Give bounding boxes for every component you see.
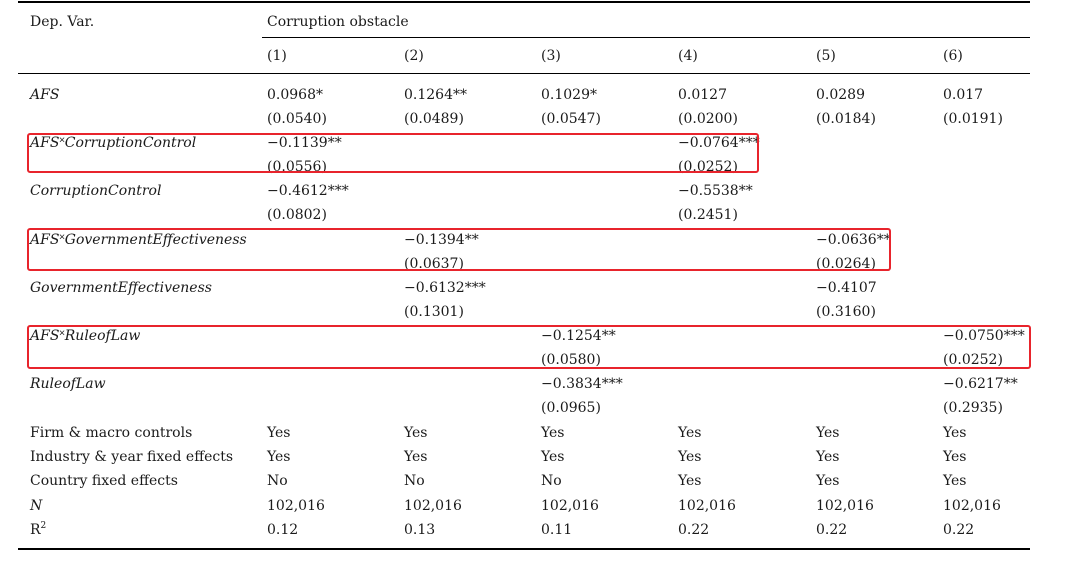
- std-error-cell: (0.3160): [816, 304, 876, 320]
- row-label: RuleofLaw: [30, 376, 106, 392]
- control-value-cell: Yes: [404, 449, 428, 465]
- std-error-cell: (0.0200): [678, 111, 738, 127]
- control-label: [30, 521, 46, 539]
- control-value-cell: Yes: [678, 473, 702, 489]
- control-value-cell: Yes: [816, 425, 840, 441]
- control-value-cell: 102,016: [541, 498, 599, 514]
- control-value-cell: Yes: [816, 449, 840, 465]
- control-value-cell: Yes: [678, 425, 702, 441]
- column-header-2: (2): [404, 48, 424, 64]
- highlight-box-rule-of-law: [27, 325, 1031, 369]
- control-value-cell: 0.22: [943, 522, 975, 538]
- control-value-cell: 0.13: [404, 522, 436, 538]
- row-label: AFS˟CorruptionControl: [30, 135, 197, 151]
- control-value-cell: Yes: [541, 449, 565, 465]
- control-value-cell: Yes: [943, 425, 967, 441]
- control-label: N: [30, 498, 43, 514]
- control-value-cell: No: [541, 473, 562, 489]
- coefficient-cell: −0.1254**: [541, 328, 616, 344]
- column-header-3: (3): [541, 48, 561, 64]
- row-label: GovernmentEffectiveness: [30, 280, 212, 296]
- header-subrule: [262, 37, 1030, 38]
- control-label: Firm & macro controls: [30, 425, 193, 441]
- row-label: AFS˟GovernmentEffectiveness: [30, 232, 247, 248]
- dep-var-label: Dep. Var.: [30, 14, 95, 30]
- control-value-cell: 102,016: [404, 498, 462, 514]
- control-value-cell: 102,016: [943, 498, 1001, 514]
- std-error-cell: (0.0802): [267, 207, 327, 223]
- coefficient-cell: −0.6132***: [404, 280, 486, 296]
- coefficient-cell: −0.6217**: [943, 376, 1018, 392]
- column-header-6: (6): [943, 48, 963, 64]
- control-value-cell: No: [404, 473, 425, 489]
- column-header-5: (5): [816, 48, 836, 64]
- std-error-cell: (0.2451): [678, 207, 738, 223]
- control-value-cell: Yes: [678, 449, 702, 465]
- std-error-cell: (0.0489): [404, 111, 464, 127]
- coefficient-cell: −0.5538**: [678, 183, 753, 199]
- control-value-cell: 0.11: [541, 522, 573, 538]
- control-value-cell: Yes: [541, 425, 565, 441]
- control-label: Industry & year fixed effects: [30, 449, 234, 465]
- control-value-cell: 0.12: [267, 522, 299, 538]
- column-header-1: (1): [267, 48, 287, 64]
- coefficient-cell: 0.0127: [678, 87, 727, 103]
- dep-var-value: Corruption obstacle: [267, 14, 409, 30]
- control-value-cell: 0.22: [816, 522, 848, 538]
- std-error-cell: (0.0191): [943, 111, 1003, 127]
- r-squared-base: R: [30, 522, 41, 538]
- control-value-cell: Yes: [816, 473, 840, 489]
- control-value-cell: Yes: [267, 425, 291, 441]
- std-error-cell: (0.0540): [267, 111, 327, 127]
- std-error-cell: (0.0547): [541, 111, 601, 127]
- std-error-cell: (0.0264): [816, 256, 876, 272]
- coefficient-cell: −0.0764***: [678, 135, 760, 151]
- control-value-cell: Yes: [943, 449, 967, 465]
- control-value-cell: Yes: [943, 473, 967, 489]
- control-value-cell: 102,016: [678, 498, 736, 514]
- coefficient-cell: −0.0750***: [943, 328, 1025, 344]
- coefficient-cell: −0.1394**: [404, 232, 479, 248]
- coefficient-cell: −0.4612***: [267, 183, 349, 199]
- coefficient-cell: −0.1139**: [267, 135, 342, 151]
- row-label: AFS: [30, 87, 60, 103]
- row-label: AFS˟RuleofLaw: [30, 328, 141, 344]
- std-error-cell: (0.0556): [267, 159, 327, 175]
- std-error-cell: (0.2935): [943, 400, 1003, 416]
- row-label: CorruptionControl: [30, 183, 162, 199]
- coefficient-cell: 0.1264**: [404, 87, 467, 103]
- control-value-cell: 0.22: [678, 522, 710, 538]
- std-error-cell: (0.0637): [404, 256, 464, 272]
- control-label: Country fixed effects: [30, 473, 178, 489]
- r-squared-superscript: 2: [40, 521, 47, 531]
- std-error-cell: (0.0252): [943, 352, 1003, 368]
- coefficient-cell: −0.4107: [816, 280, 877, 296]
- coefficient-cell: −0.3834***: [541, 376, 623, 392]
- coefficient-cell: 0.017: [943, 87, 984, 103]
- control-value-cell: 102,016: [816, 498, 874, 514]
- coefficient-cell: 0.0289: [816, 87, 865, 103]
- coefficient-cell: −0.0636**: [816, 232, 891, 248]
- column-header-4: (4): [678, 48, 698, 64]
- std-error-cell: (0.0580): [541, 352, 601, 368]
- coefficient-cell: 0.1029*: [541, 87, 597, 103]
- control-value-cell: 102,016: [267, 498, 325, 514]
- coefficient-cell: 0.0968*: [267, 87, 323, 103]
- std-error-cell: (0.1301): [404, 304, 464, 320]
- std-error-cell: (0.0184): [816, 111, 876, 127]
- std-error-cell: (0.0252): [678, 159, 738, 175]
- control-value-cell: Yes: [404, 425, 428, 441]
- bottom-rule: [18, 548, 1030, 550]
- header-rule: [18, 73, 1030, 74]
- top-rule: [18, 1, 1030, 3]
- std-error-cell: (0.0965): [541, 400, 601, 416]
- control-value-cell: No: [267, 473, 288, 489]
- control-value-cell: Yes: [267, 449, 291, 465]
